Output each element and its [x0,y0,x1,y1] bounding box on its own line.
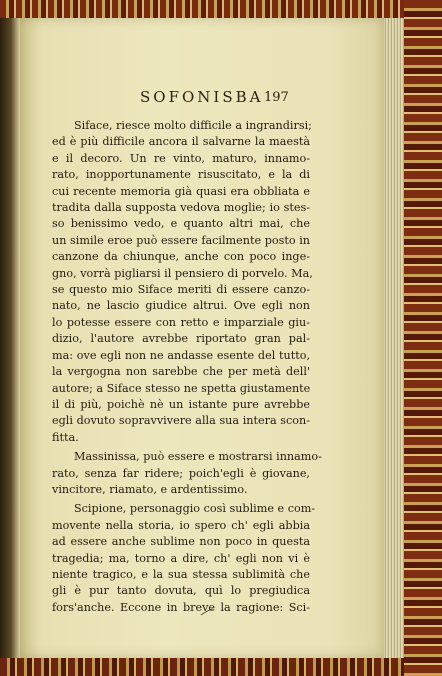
paragraph-1 [52,118,313,446]
text-line: so benissimo vedo, e quanto altri mai, che [52,217,310,231]
text-line: Scipione, personaggio così sublime e com- [74,502,316,516]
book-gutter [0,18,20,658]
text-line: egli dovuto sopravvivere alla sua intera scon- [52,414,310,428]
page-number: 197 [264,90,289,105]
paragraph-2 [52,449,322,498]
book-edge-right [404,0,442,676]
text-line: nato, ne lascio giudice altrui. Ove egli non [52,299,310,313]
page-header [20,88,384,110]
text-line: tragedia; ma, torno a dire, ch' egli non vi è [52,551,310,565]
text-line: rato, senza far ridere; poich'egli è giovane, [52,466,310,480]
text-line: Massinissa, può essere e mostrarsi innamo- [74,450,322,464]
text-line: se questo mio Siface meriti di essere canzo- [52,283,310,297]
book-page [20,18,384,658]
text-line: rato, inopportunamente risuscitato, e la di [52,168,310,182]
text-line: canzone da chiunque, anche con poco inge- [52,250,310,264]
text-line: cui recente memoria già quasi era obbliata e [52,184,310,198]
text-line: gli è pur tanto dovuta, quì lo pregiudica [52,584,310,598]
text-line: e il decoro. Un re vinto, maturo, innamo- [52,151,310,165]
text-line: il di più, poichè nè un istante pure avrebbe [52,397,310,411]
text-line: ad essere anche sublime non poco in questa [52,535,310,549]
text-line: un simile eroe può essere facilmente posto in [52,233,310,247]
text-line: ma: ove egli non ne andasse esente del tutto, [52,348,310,362]
text-line: Siface, riesce molto difficile a ingrandirsi; [74,119,312,132]
text-line: la vergogna non sarebbe che per metà dell' [52,365,310,379]
text-line: ed è più difficile ancora il salvarne la maestà [52,135,310,149]
paragraph-3 [52,501,316,616]
text-line: vincitore, riamato, e ardentissimo. [52,482,248,496]
text-line: niente tragico, e la sua stessa sublimità che [52,567,310,581]
running-title: SOFONISBA [140,88,264,106]
pen-mark [200,608,214,616]
text-line: fors'anche. Eccone in breve la ragione: Sci- [52,600,310,614]
text-line: fitta. [52,430,79,444]
page-stack [383,18,404,658]
body-text [52,118,322,619]
text-line: tradita dalla supposta vedova moglie; io stes- [52,201,310,215]
text-line: dizio, l'autore avrebbe riportato gran pal- [52,332,310,346]
text-line: lo potesse essere con retto e imparziale giu- [52,315,310,329]
text-line: autore; a Siface stesso ne spetta giustamente [52,381,311,395]
text-line: gno, vorrà pigliarsi il pensiero di porvelo. Ma, [52,266,313,280]
text-line: movente nella storia, io spero ch' egli abbia [52,518,310,532]
